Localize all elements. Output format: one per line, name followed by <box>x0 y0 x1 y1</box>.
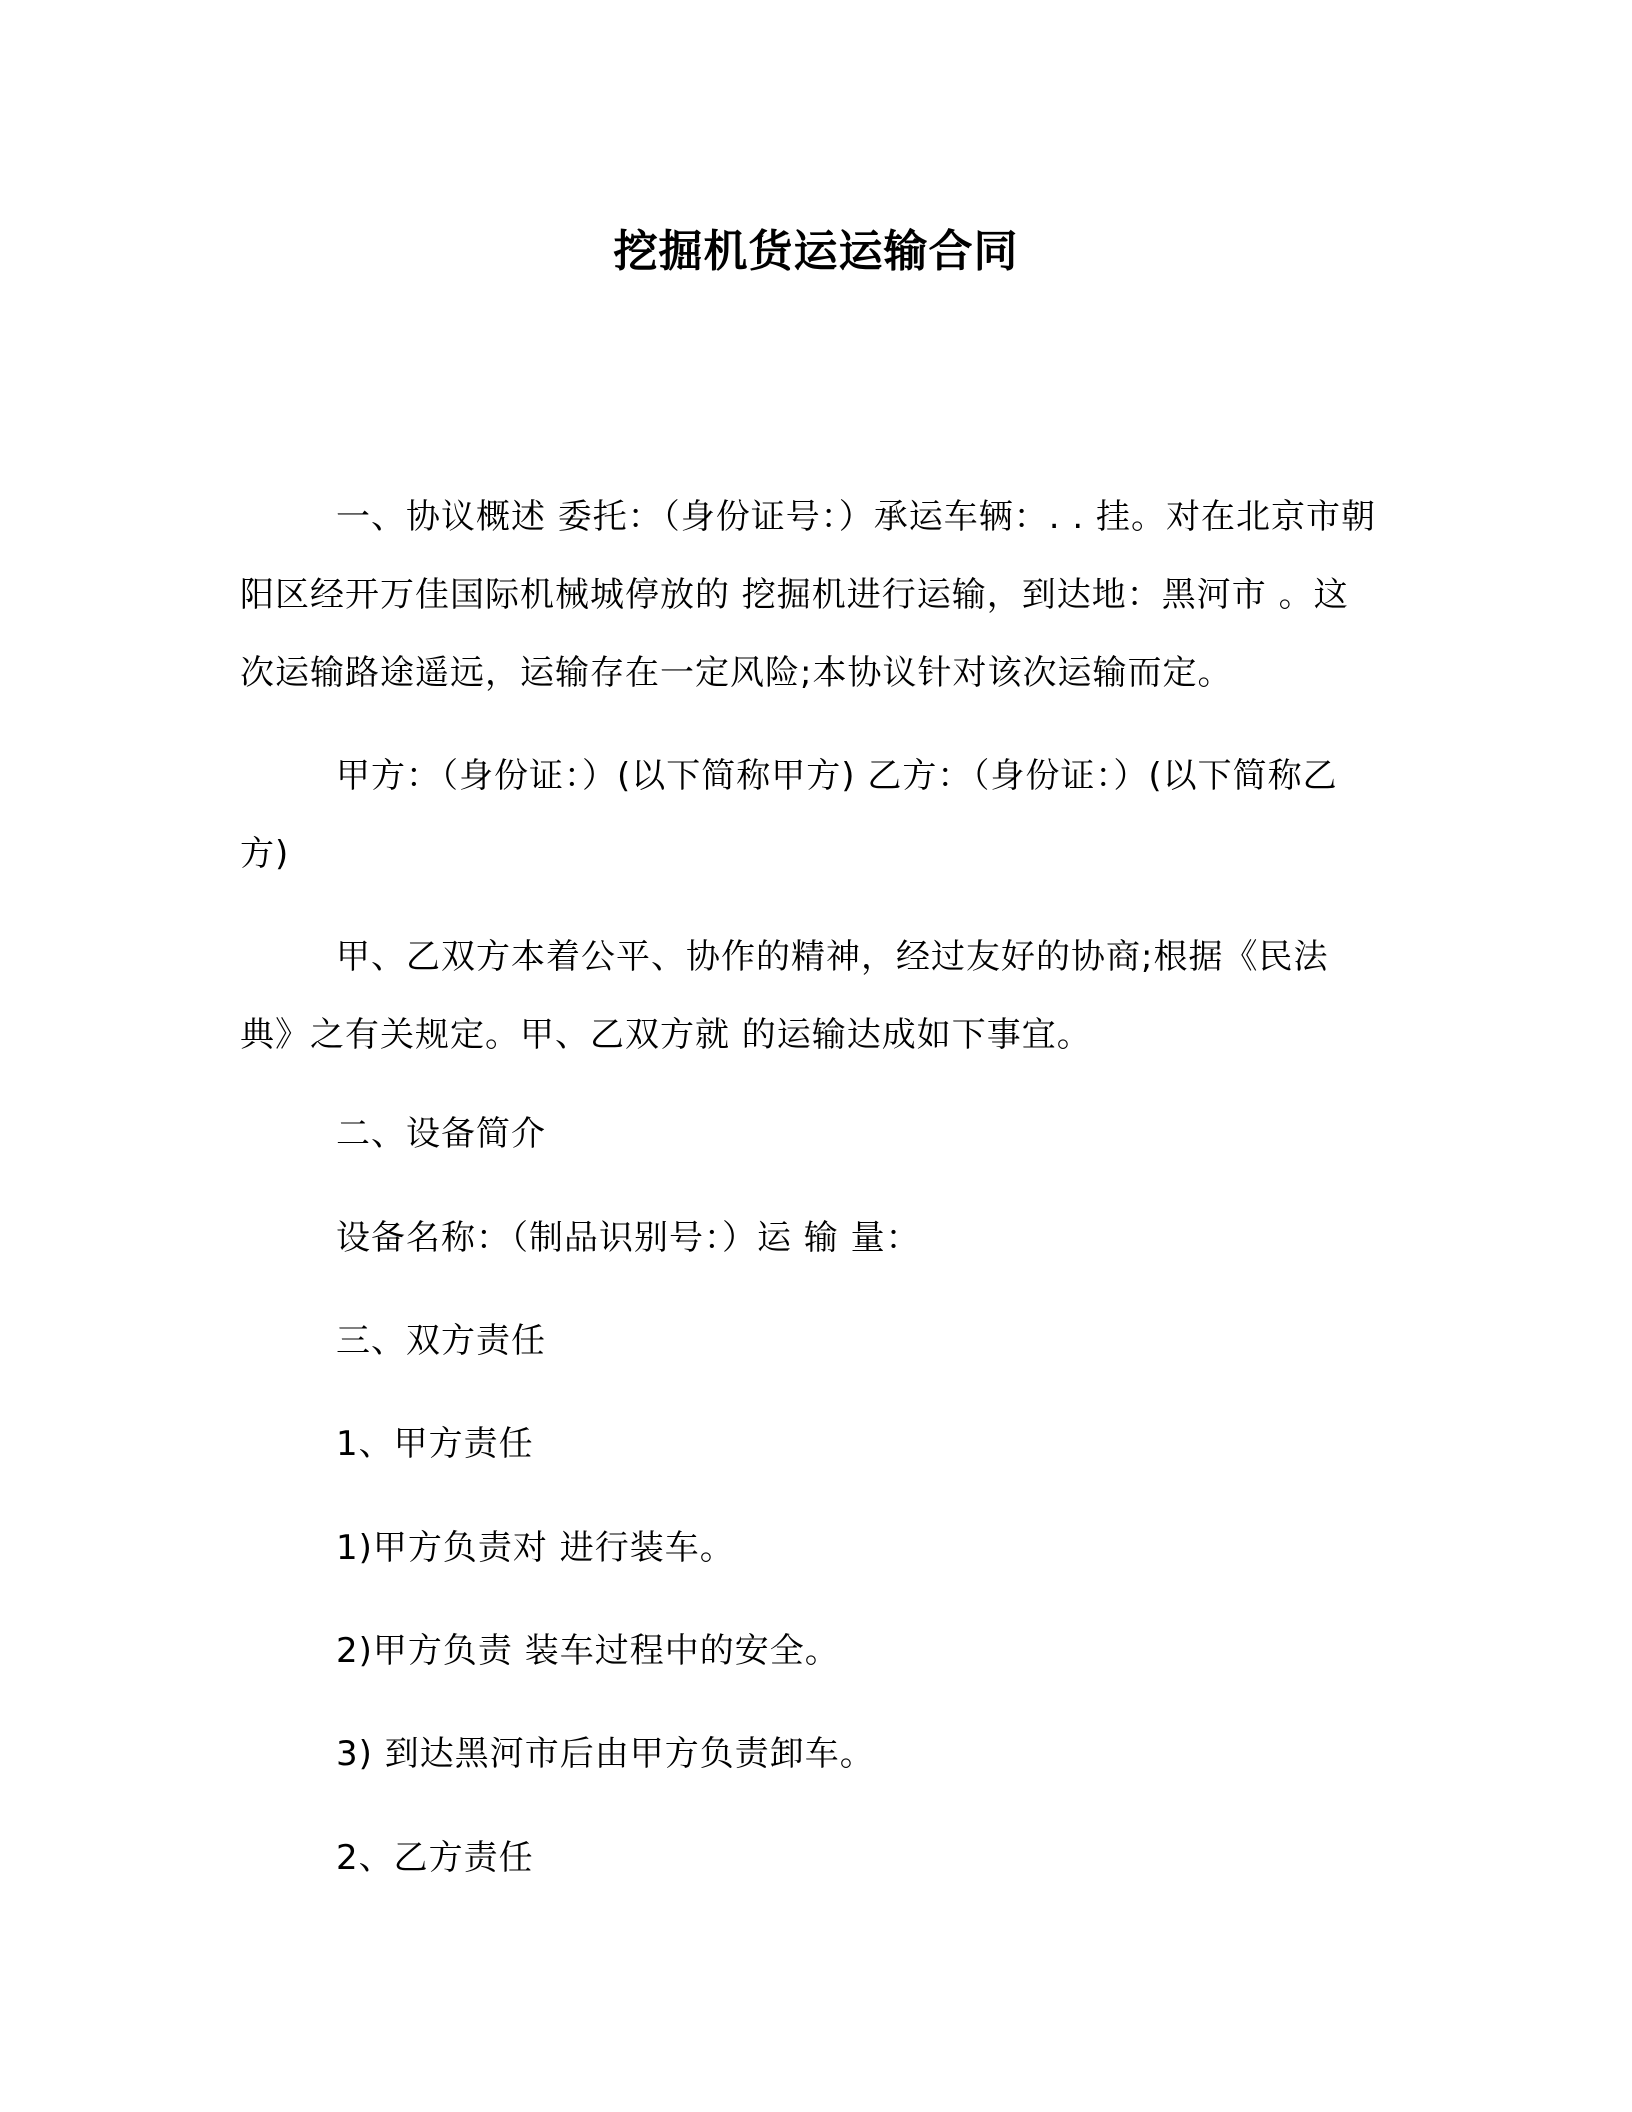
section-heading-equipment: 二、设备简介 <box>336 1114 546 1154</box>
list-item: 1)甲方负责对 进行装车。 <box>336 1528 735 1568</box>
equipment-name-line: 设备名称：（制品识别号：）运 输 量： <box>336 1218 921 1258</box>
section-heading-responsibilities: 三、双方责任 <box>336 1321 546 1361</box>
list-item: 3) 到达黑河市后由甲方负责卸车。 <box>336 1734 875 1774</box>
subheading-party-a: 1、甲方责任 <box>336 1424 534 1464</box>
paragraph-parties: 甲方：（身份证：）(以下简称甲方) 乙方：（身份证：）(以下简称乙方) <box>240 756 1338 874</box>
paragraph-agreement-overview: 一、协议概述 委托：（身份证号：）承运车辆：. . 挂。对在北京市朝阳区经开万佳国际机械城停放的 挖掘机进行运输，到达地：黑河市 。这次运输路途遥远，运输存在一定风险;本协议针对该次运输而定。 <box>240 497 1377 693</box>
list-item: 2)甲方负责 装车过程中的安全。 <box>336 1631 840 1671</box>
document-title: 挖掘机货运运输合同 <box>613 226 1019 277</box>
subheading-party-b: 2、乙方责任 <box>336 1838 534 1878</box>
paragraph-consensus: 甲、乙双方本着公平、协作的精神，经过友好的协商;根据《民法典》之有关规定。甲、乙双方就 的运输达成如下事宜。 <box>240 937 1329 1055</box>
